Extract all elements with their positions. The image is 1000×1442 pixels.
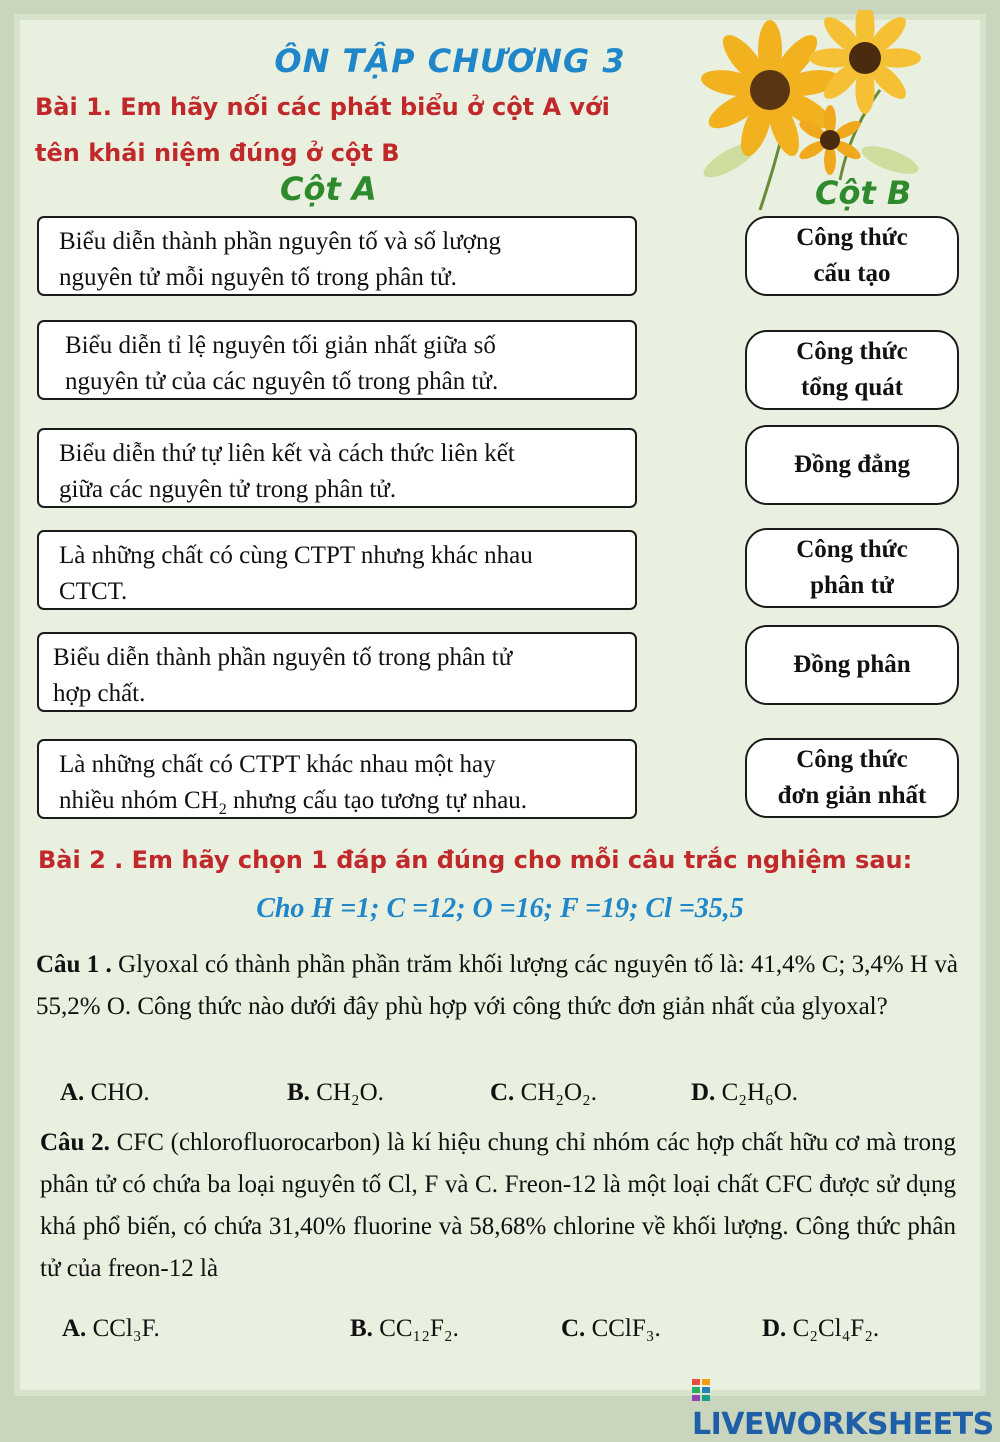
column-a-item-6-line1: Là những chất có CTPT khác nhau một hay (59, 751, 496, 778)
column-a-item-6-line2: nhiều nhóm $CH_2$ nhưng cấu tạo tương tự nhau. (59, 787, 528, 818)
column-a-item-4-line2: CTCT. (59, 578, 128, 605)
liveworksheets-logo-icon (692, 1379, 710, 1401)
column-a-item-6[interactable] (37, 739, 637, 819)
column-a-item-2-line2: nguyên tử của các nguyên tố trong phân tử. (65, 368, 499, 395)
column-b-item-5-line1: Đồng phân (793, 651, 911, 678)
column-b-item-2-line1: Công thức (796, 338, 908, 365)
exercise2-heading: Bài 2 . Em hãy chọn 1 đáp án đúng cho mỗi câu trắc nghiệm sau: (38, 846, 913, 874)
q1-option-b[interactable]: B. CH₂O. (287, 1079, 384, 1106)
column-a-item-5-line2: hợp chất. (53, 680, 146, 707)
q1-option-d[interactable]: D. C₂H₆O. (691, 1079, 799, 1106)
given-atomic-masses: Cho H =1; C =12; O =16; F =19; Cl =35,5 (256, 893, 744, 924)
question-1 (36, 944, 958, 1028)
q2-option-c[interactable]: C. CClF₃. (561, 1315, 661, 1342)
liveworksheets-logo[interactable] (692, 1372, 1000, 1442)
column-b-item-2-line2: tổng quát (800, 374, 904, 401)
question-1-text: Glyoxal có thành phần phần trăm khối lượng các nguyên tố là: 41,4% C; 3,4% H và 55,2% O. Công thức nào dưới đây phù hợp với công thức đơn giản nhất của glyoxal? (36, 951, 958, 1020)
column-a-item-1[interactable] (37, 216, 637, 296)
column-a-item-4-line1: Là những chất có cùng CTPT nhưng khác nhau (59, 542, 533, 569)
column-a-heading: Cột A (280, 170, 377, 208)
question-2-label: Câu 2. (40, 1129, 110, 1156)
column-b-item-4[interactable] (745, 528, 959, 608)
column-a-item-4[interactable] (37, 530, 637, 610)
column-a-item-5-line1: Biểu diễn thành phần nguyên tố trong phân tử (53, 644, 513, 671)
column-b-item-3[interactable] (745, 425, 959, 505)
sunflower-decoration (640, 10, 980, 210)
column-a-item-3[interactable] (37, 428, 637, 508)
column-b-item-4-line2: phân tử (810, 572, 894, 599)
q2-option-a[interactable]: A. CCl₃F. (62, 1315, 160, 1342)
liveworksheets-logo-text: LIVEWORKSHEETS (692, 1407, 994, 1442)
q2-option-d[interactable]: D. C₂Cl₄F₂. (762, 1315, 880, 1342)
q2-option-b[interactable]: B. CC₁₂F₂. (350, 1315, 459, 1342)
column-b-item-1-line1: Công thức (796, 224, 908, 251)
column-b-item-6-line2: đơn giản nhất (777, 782, 927, 809)
column-a-item-2-line1: Biểu diễn tỉ lệ nguyên tối giản nhất giữa số (65, 332, 496, 359)
question-2 (40, 1122, 956, 1290)
column-a-item-5[interactable] (37, 632, 637, 712)
column-a-item-2[interactable] (37, 320, 637, 400)
column-b-item-6-line1: Công thức (796, 746, 908, 773)
exercise1-heading-line2: tên khái niệm đúng ở cột B (35, 139, 400, 167)
question-1-label: Câu 1 . (36, 951, 112, 978)
column-b-item-5[interactable] (745, 625, 959, 705)
q1-option-c[interactable]: C. CH₂O₂. (490, 1079, 598, 1106)
column-a-item-1-line2: nguyên tử mỗi nguyên tố trong phân tử. (59, 264, 457, 291)
column-b-item-6[interactable] (745, 738, 959, 818)
column-b-item-1-line2: cấu tạo (813, 260, 891, 287)
column-b-item-3-line1: Đồng đẳng (793, 451, 910, 478)
q1-option-a[interactable]: A. CHO. (60, 1079, 150, 1106)
column-a-item-3-line1: Biểu diễn thứ tự liên kết và cách thức liên kết (59, 440, 515, 467)
question-2-text: CFC (chlorofluorocarbon) là kí hiệu chung chỉ nhóm các hợp chất hữu cơ mà trong phân tử có chứa ba loại nguyên tố Cl, F và C. Freon-12 là một loại chất CFC được sử dụng khá phổ biến, có chứa 31,40% fluorine và 58,68% chlorine về khối lượng. Công thức phân tử của freon-12 là (40, 1129, 956, 1282)
column-b-item-1[interactable] (745, 216, 959, 296)
exercise1-heading-line1: Bài 1. Em hãy nối các phát biểu ở cột A với (35, 93, 610, 121)
column-b-heading: Cột B (815, 174, 912, 212)
column-a-item-3-line2: giữa các nguyên tử trong phân tử. (59, 476, 397, 503)
column-a-item-1-line1: Biểu diễn thành phần nguyên tố và số lượng (59, 228, 501, 255)
worksheet-title: ÔN TẬP CHƯƠNG 3 (274, 42, 626, 80)
column-b-item-4-line1: Công thức (796, 536, 908, 563)
column-b-item-2[interactable] (745, 330, 959, 410)
